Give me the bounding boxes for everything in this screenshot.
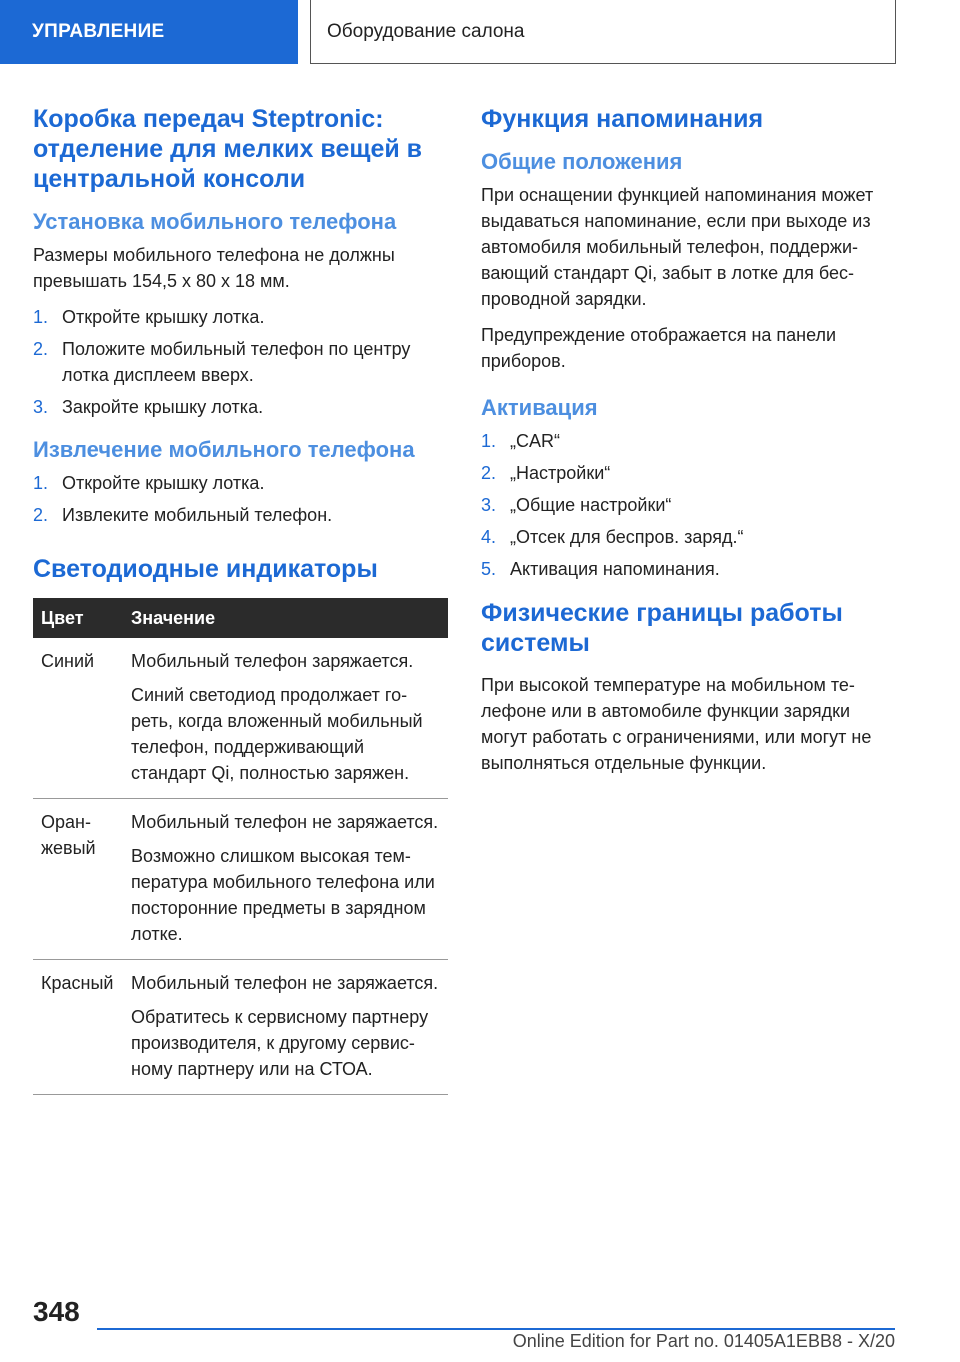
limits-text: При высокой температуре на мобильном телефоне или в автомобиле функции зарядки могут работать с ограничениями, или могут не выполняться отдельные функции. [481,675,872,773]
table-row [33,799,448,960]
list-item [481,460,896,486]
list-item [481,524,896,550]
led-meaning-detail: Синий светодиод продолжает гореть, когда вложенный мобильный телефон, поддерживающий стандарт Qi, полностью заряжен. [131,685,423,783]
header-chapter-label: Оборудование салона [310,0,896,64]
step-text: „Настройки“ [510,463,611,483]
footer-edition-text: Online Edition for Part no. 01405A1EBB8 - X/20 [512,1331,895,1351]
step-number: 1. [33,473,49,493]
list-item [481,556,896,582]
list-item [33,336,448,388]
install-steps [33,304,448,420]
led-meaning-primary: Мобильный телефон не заряжается. [131,812,439,832]
right-column [481,104,896,786]
step-number: 3. [33,397,49,417]
header-section-label: УПРАВЛЕНИЕ [0,0,298,64]
list-item [33,502,448,528]
step-text: „CAR“ [510,431,560,451]
step-text: Откройте крышку лотка. [62,473,265,493]
step-number: 3. [481,495,497,515]
install-text: Размеры мобильного телефона не должны превышать 154,5 x 80 x 18 мм. [33,245,395,291]
table-header-row [33,598,448,638]
step-number: 2. [33,339,49,359]
column-header-color: Цвет [33,598,123,638]
step-text: Извлеките мобильный телефон. [62,505,333,525]
footer-divider [97,1328,895,1330]
section-title-limits: Физические границы работы системы [481,599,843,657]
step-number: 5. [481,559,497,579]
step-text: Откройте крышку лотка. [62,307,265,327]
led-meaning-detail: Возможно слишком высокая температура мобильного телефона или посторонние предметы в зарядном лотке. [131,846,435,944]
step-number: 1. [33,307,49,327]
led-meaning [123,960,448,1095]
list-item [33,394,448,420]
led-color: Синий [33,638,123,799]
step-number: 2. [481,463,497,483]
list-item [33,304,448,330]
subsection-title-general: Общие положения [481,149,683,174]
led-color: Оранжевый [33,799,123,960]
subsection-title-install: Установка мобильного телефона [33,209,397,234]
list-item [33,470,448,496]
section-title-leds: Светодиодные индикаторы [33,555,378,583]
step-text: „Отсек для беспров. заряд.“ [510,527,744,547]
led-color: Красный [33,960,123,1095]
subsection-title-activation: Активация [481,395,598,420]
step-number: 4. [481,527,497,547]
section-title-storage: Коробка передач Steptronic: отделение для мелких вещей в центральной консоли [33,105,423,193]
step-text: Положите мобильный телефон по центру лотка дисплеем вверх. [62,339,411,385]
general-warning-text: Предупреждение отображается на панели приборов. [481,325,837,371]
column-header-meaning: Значение [123,598,448,638]
step-text: „Общие настройки“ [510,495,672,515]
table-row [33,638,448,799]
led-meaning-primary: Мобильный телефон заряжается. [131,651,414,671]
page-number: 348 [33,1296,80,1327]
led-meaning-primary: Мобильный телефон не заряжается. [131,973,439,993]
step-number: 1. [481,431,497,451]
section-title-reminder: Функция напоминания [481,105,764,133]
remove-steps [33,470,448,528]
led-meaning [123,799,448,960]
left-column [33,104,448,1095]
subsection-title-remove: Извлечение мобильного телефона [33,437,415,462]
step-text: Закройте крышку лотка. [62,397,264,417]
activation-steps [481,428,896,582]
list-item [481,428,896,454]
general-text: При оснащении функцией напоминания может выдаваться напоминание, если при выходе из автомобиля мобильный телефон, поддерживающий стандарт Qi, забыт в лотке для беспроводной зарядки. [481,185,874,309]
led-meaning [123,638,448,799]
step-text: Активация напоминания. [510,559,720,579]
step-number: 2. [33,505,49,525]
list-item [481,492,896,518]
table-row [33,960,448,1095]
led-meaning-detail: Обратитесь к сервисному партнеру производителя, к другому сервисному партнеру или на СТОА. [131,1007,429,1079]
led-table [33,598,448,1095]
